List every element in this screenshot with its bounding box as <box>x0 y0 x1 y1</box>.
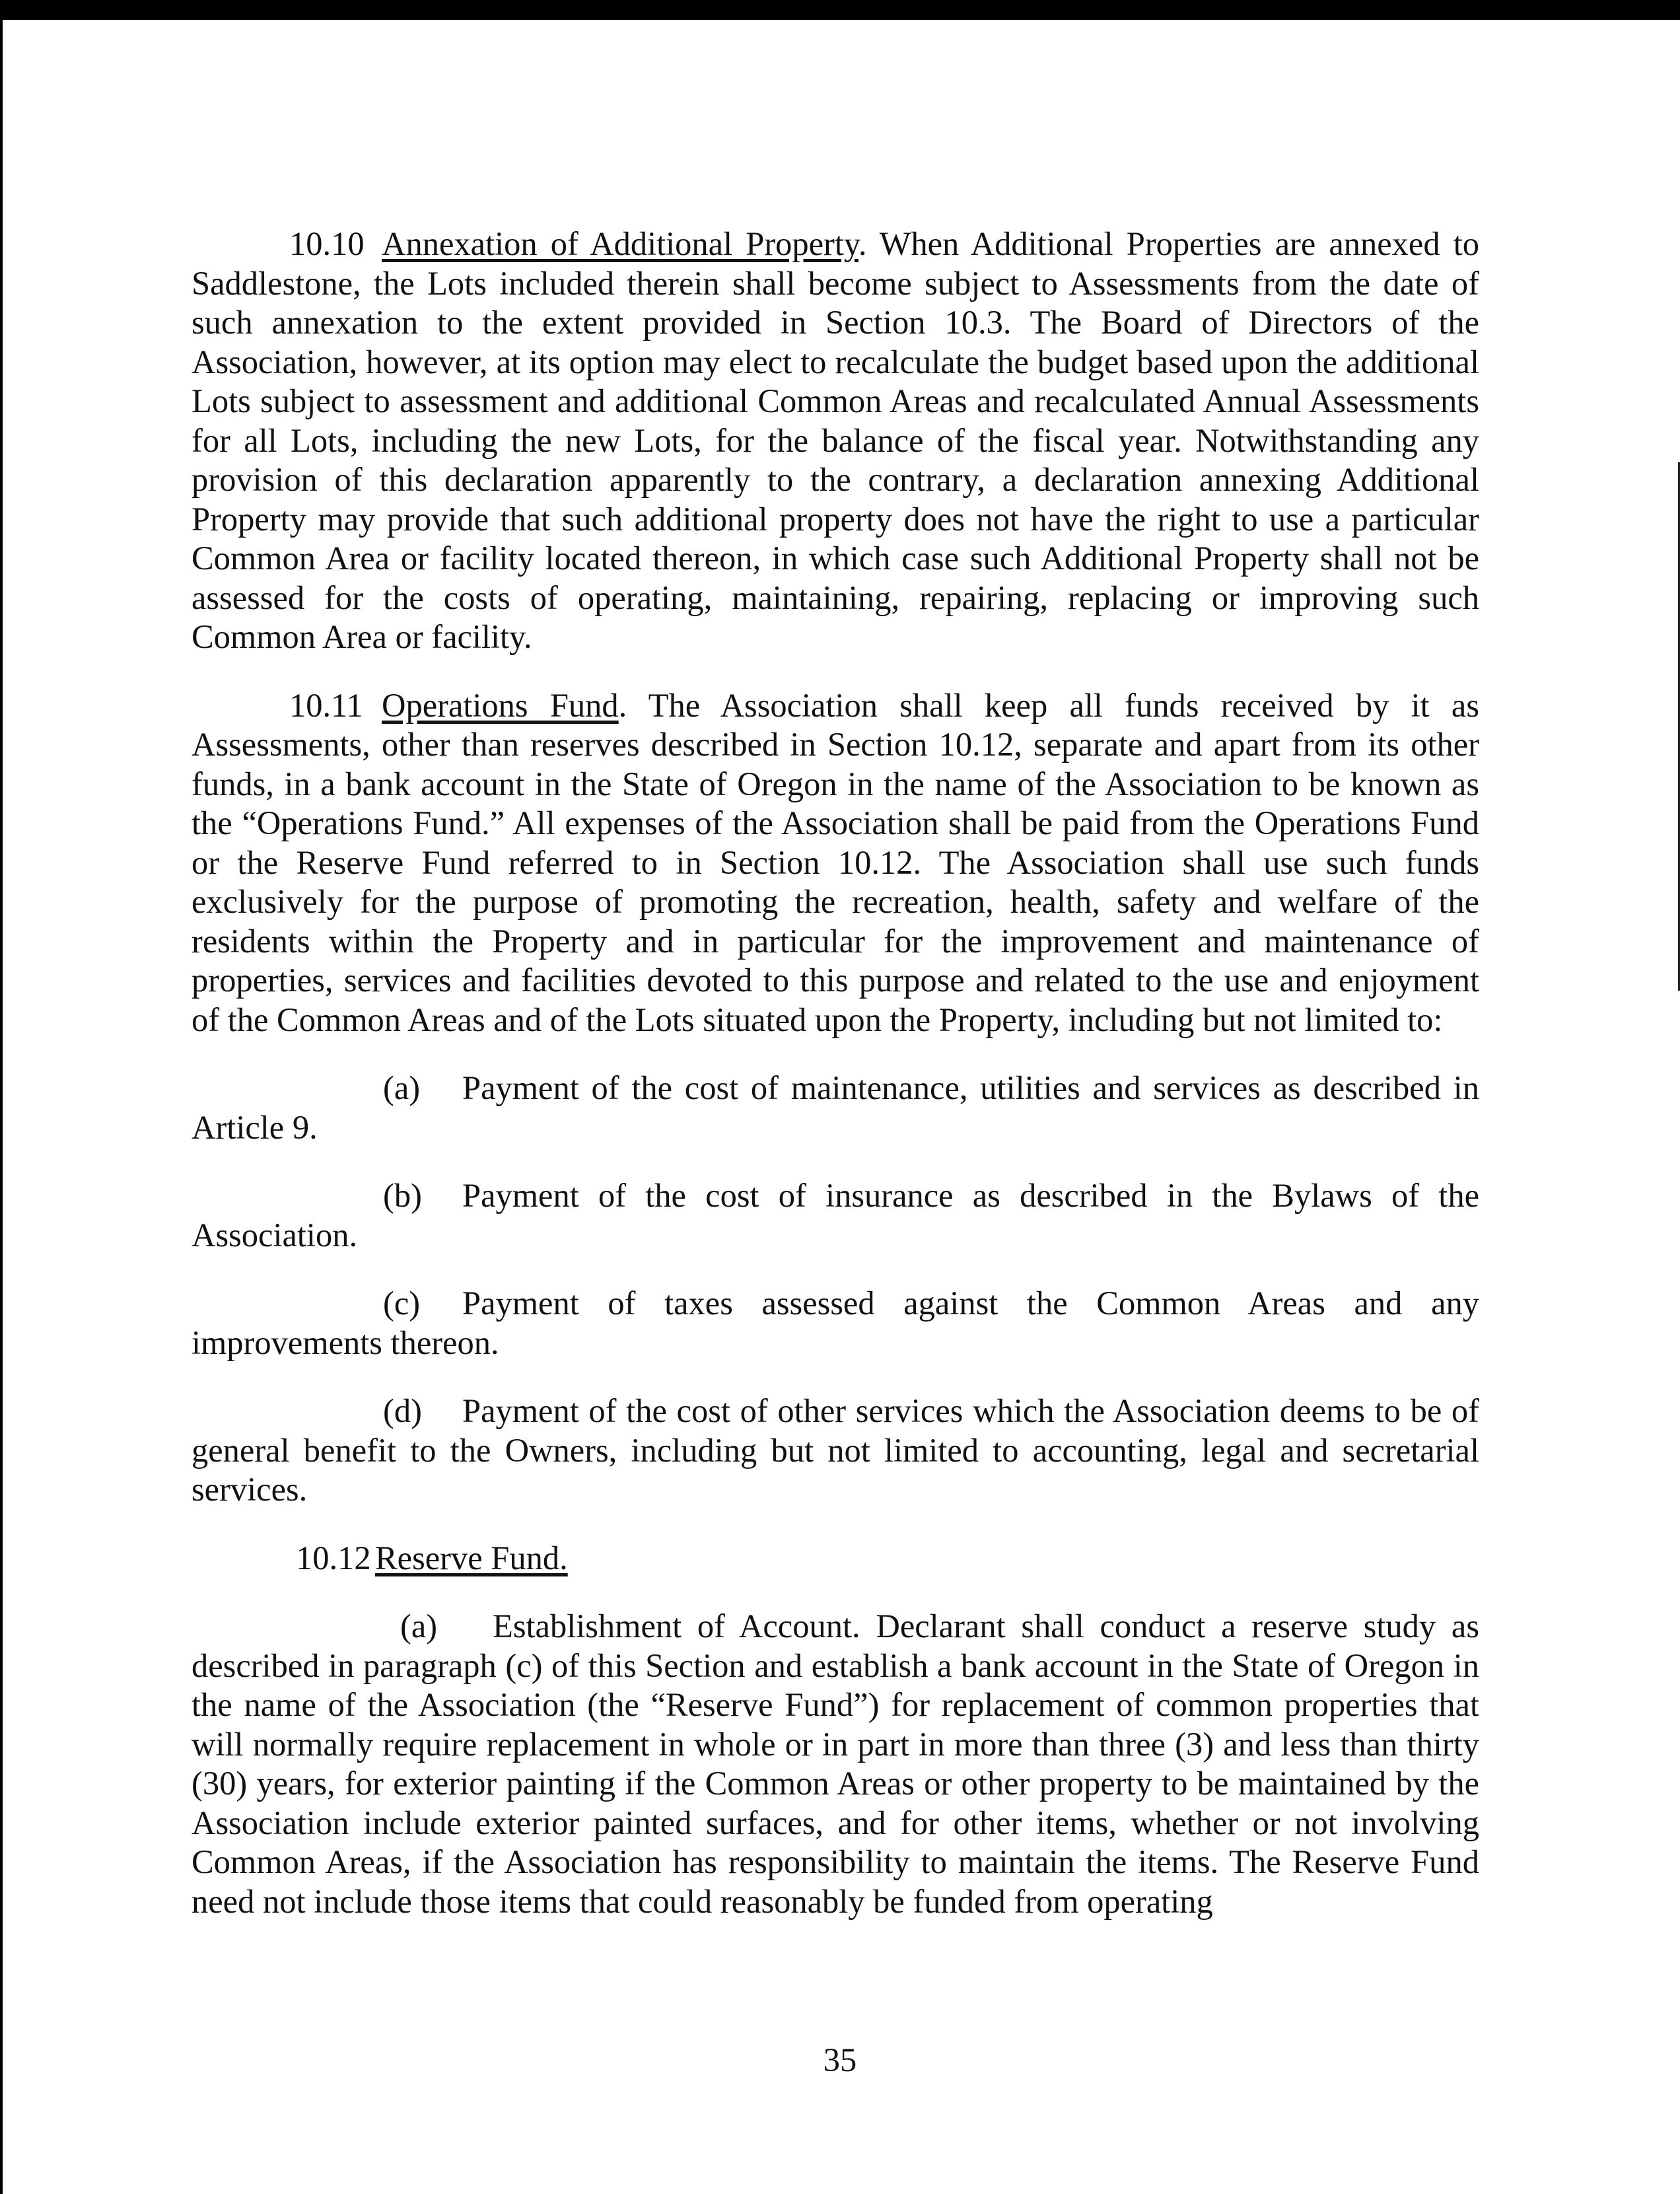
section-number: 10.12 <box>296 1539 371 1576</box>
item-label: (d) <box>383 1392 422 1429</box>
section-10-11 <box>192 686 1479 1040</box>
item-text: Payment of taxes assessed against the Common Areas and any improvements thereon. <box>192 1285 1479 1361</box>
list-item-d <box>192 1392 1479 1510</box>
item-label: (c) <box>383 1285 421 1322</box>
section-heading: Reserve Fund. <box>375 1539 568 1576</box>
item-label: (b) <box>383 1177 422 1214</box>
list-item-b <box>192 1176 1479 1255</box>
section-number: 10.10 <box>289 225 365 262</box>
document-page <box>192 225 1479 1950</box>
scan-border-left <box>0 20 3 2194</box>
item-label: (a) <box>400 1608 438 1645</box>
page-number: 35 <box>823 2041 857 2078</box>
scan-border-top <box>0 0 1680 20</box>
item-text: Payment of the cost of insurance as described in the Bylaws of the Association. <box>192 1177 1479 1254</box>
item-label: (a) <box>383 1069 421 1106</box>
item-text: Payment of the cost of other services which the Association deems to be of general benefit to the Owners, including but not limited to accounting, legal and secretarial services. <box>192 1392 1479 1508</box>
list-item-c <box>192 1284 1479 1362</box>
section-10-10 <box>192 225 1479 657</box>
section-number: 10.11 <box>289 686 363 724</box>
item-text: Payment of the cost of maintenance, utilities and services as described in Article 9. <box>192 1069 1479 1146</box>
item-text: Establishment of Account. Declarant shall conduct a reserve study as described in paragraph (c) of this Section and establish a bank account in the State of Oregon in the name of the Association (the “Reserve Fund”) for replacement of common properties that will normally require replacement in whole or in part in more than three (3) and less than thirty (30) years, for exterior painting if the Common Areas or other property to be maintained by the Association include exterior painted surfaces, and for other items, whether or not involving Common Areas, if the Association has responsibility to maintain the items. The Reserve Fund need not include those items that could reasonably be funded from operating <box>192 1608 1479 1920</box>
section-text: . When Additional Properties are annexed to Saddlestone, the Lots included therein shall become subject to Assessments from the date of such annexation to the extent provided in Section 10.3. The Board of Directors of the Association, however, at its option may elect to recalculate the budget based upon the additional Lots subject to assessment and additional Common Areas and recalculated Annual Assessments for all Lots, including the new Lots, for the balance of the fiscal year. Notwithstanding any provision of this declaration apparently to the contrary, a declaration annexing Additional Property may provide that such additional property does not have the right to use a particular Common Area or facility located thereon, in which case such Additional Property shall not be assessed for the costs of operating, maintaining, repairing, replacing or improving such Common Area or facility. <box>192 225 1479 655</box>
section-heading: Operations Fund <box>382 686 619 724</box>
section-text: . The Association shall keep all funds received by it as Assessments, other than reserves described in Section 10.12, separate and apart from its other funds, in a bank account in the State of Oregon in the name of the Association to be known as the “Operations Fund.” All expenses of the Association shall be paid from the Operations Fund or the Reserve Fund referred to in Section 10.12. The Association shall use such funds exclusively for the purpose of promoting the recreation, health, safety and welfare of the residents within the Property and in particular for the improvement and maintenance of properties, services and facilities devoted to this purpose and related to the use and enjoyment of the Common Areas and of the Lots situated upon the Property, including but not limited to: <box>192 686 1479 1038</box>
list-item-a <box>192 1069 1479 1147</box>
section-heading: Annexation of Additional Property <box>382 225 858 262</box>
section-10-12-heading <box>192 1539 1479 1578</box>
section-10-12-item-a <box>192 1607 1479 1921</box>
